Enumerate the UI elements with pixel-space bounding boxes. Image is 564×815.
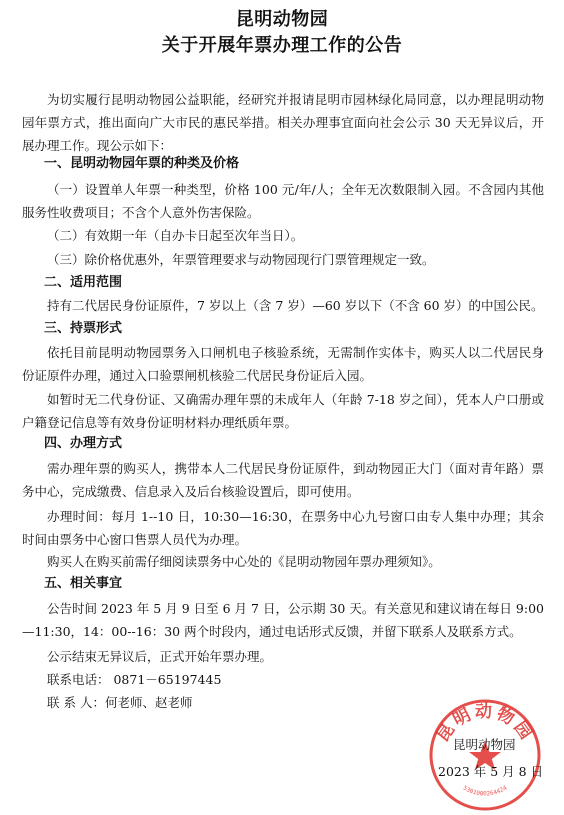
- intro-paragraph: 为切实履行昆明动物园公益职能，经研究并报请昆明市园林绿化局同意，以办理昆明动物园年票方式，推出面向广大市民的惠民举措。相关办理事宜面向社会公示 30 天无异议后，开展办理工作。现公示如下：: [22, 92, 544, 153]
- notice-title-org: 昆明动物园: [235, 9, 329, 30]
- section4-para1: 需办理年票的购买人，携带本人二代居民身份证原件，到动物园正大门（面对青年路）票务中心，完成缴费、信息录入及后台核验设置后，即可使用。: [22, 461, 544, 499]
- signature-date: 2023 年 5 月 8 日: [438, 764, 544, 779]
- contact-phone: 联系电话： 0871－65197445: [47, 672, 222, 687]
- section1-heading: 一、昆明动物园年票的种类及价格: [44, 156, 240, 171]
- svg-text:5301000264424: 5301000264424: [461, 784, 509, 798]
- contact-person: 联 系 人：何老师、赵老师: [47, 695, 193, 710]
- section5-heading: 五、相关事宜: [44, 576, 123, 591]
- section3-para2: 如暂时无二代身份证、又确需办理年票的未成年人（年龄 7-18 岁之间），凭本人户口册或户籍登记信息等有效身份证明材料办理纸质年票。: [22, 392, 544, 430]
- section5-para1: 公告时间 2023 年 5 月 9 日至 6 月 7 日，公示期 30 天。有关意见和建议请在每日 9:00—11:30，14：00--16：30 两个时段内，通过电话形式反馈，并留下联系人及联系方式。: [22, 601, 544, 639]
- section1-item1: （一）设置单人年票一种类型，价格 100 元/年/人；全年无次数限制入园。不含园内其他服务性收费项目；不含个人意外伤害保险。: [22, 182, 544, 220]
- section2-heading: 二、适用范围: [44, 275, 123, 290]
- notice-title: 关于开展年票办理工作的公告: [161, 35, 403, 56]
- signature-org: 昆明动物园: [453, 737, 516, 752]
- section4-para2: 办理时间：每月 1--10 日，10:30—16:30，在票务中心九号窗口由专人集中办理；其余时间由票务中心窗口售票人员代为办理。: [22, 509, 544, 547]
- section4-heading: 四、办理方式: [44, 436, 123, 451]
- official-seal-icon: [427, 697, 543, 813]
- section5-para2: 公示结束无异议后，正式开始年票办理。: [47, 649, 273, 664]
- section4-para3: 购买人在购买前需仔细阅读票务中心处的《昆明动物园年票办理须知》。: [47, 554, 441, 569]
- section1-item2: （二）有效期一年（自办卡日起至次年当日）。: [47, 228, 304, 243]
- section3-heading: 三、持票形式: [44, 321, 123, 336]
- svg-text:昆明动物园: 昆明动物园: [432, 702, 538, 746]
- section2-body: 持有二代居民身份证原件，7 岁以上（含 7 岁）—60 岁以下（不含 60 岁）的中国公民。: [47, 298, 544, 313]
- section1-item3: （三）除价格优惠外，年票管理要求与动物园现行门票管理规定一致。: [47, 252, 435, 267]
- section3-para1: 依托目前昆明动物园票务入口闸机电子核验系统，无需制作实体卡，购买人以二代居民身份证原件办理，通过入口验票闸机核验二代居民身份证后入园。: [22, 345, 544, 383]
